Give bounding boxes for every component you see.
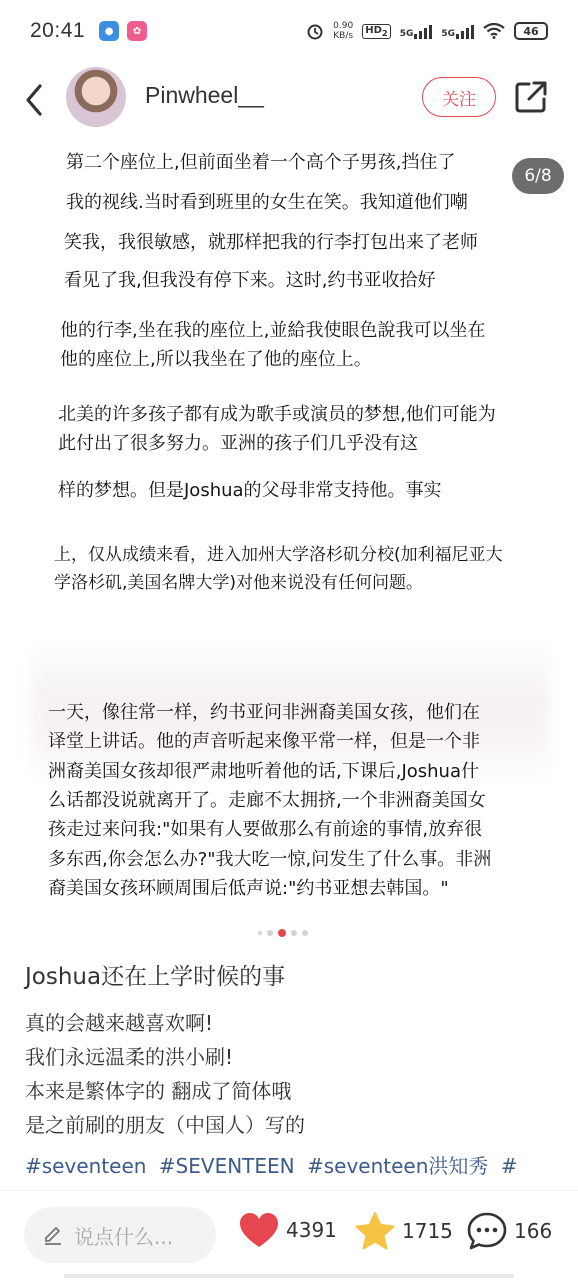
collect-count: 1715 — [402, 1219, 453, 1243]
hashtag-link[interactable]: #SEVENTEEN — [158, 1154, 295, 1178]
net-speed — [333, 21, 353, 41]
bottom-action-bar — [0, 1190, 578, 1280]
image-text-line: 他的座位上,所以我坐在了他的座位上。 — [60, 349, 372, 370]
image-text-line: 第二个座位上,但前面坐着一个高个子男孩,挡住了 — [66, 152, 456, 173]
carousel-dot[interactable] — [267, 930, 273, 936]
follow-button[interactable]: 关注 — [422, 77, 496, 117]
sim2-label: 5G — [441, 29, 455, 39]
status-time: 20:41 — [30, 19, 86, 42]
hashtag-link[interactable]: #seventeen — [25, 1154, 147, 1178]
image-text-line: 洲裔美国女孩却很严肃地听着他的话,下课后,Joshua什 — [48, 761, 479, 782]
image-text-line: 学洛杉矶,美国名牌大学)对他来说没有任何问题。 — [54, 573, 424, 593]
post-header — [0, 62, 578, 140]
sim2-signal — [441, 23, 474, 39]
carousel-dot-active[interactable] — [278, 929, 286, 937]
post-title: Joshua还在上学时候的事 — [25, 964, 286, 990]
post-body — [25, 1006, 305, 1142]
image-text-line: 一天，像往常一样，约书亚问非洲裔美国女孩，他们在 — [48, 702, 480, 723]
sim1-signal — [400, 23, 433, 39]
battery-icon — [514, 22, 548, 40]
hashtags — [25, 1150, 524, 1179]
image-text-line: 笑我，我很敏感，就那样把我的行李打包出来了老师 — [64, 232, 478, 253]
image-text-line: 多东西,你会怎么办?"我大吃一惊,问发生了什么事。非洲 — [48, 849, 492, 870]
signal-icon-2 — [456, 23, 474, 39]
hashtag-link[interactable]: # — [500, 1154, 518, 1178]
share-icon[interactable] — [514, 80, 548, 114]
carousel-dots — [258, 929, 308, 937]
comment-button[interactable] — [466, 1211, 552, 1251]
hd-label: HD — [365, 24, 382, 36]
home-indicator[interactable] — [64, 1274, 514, 1278]
net-speed-unit: KB/s — [333, 31, 354, 41]
post-body-line: 本来是繁体字的 翻成了简体哦 — [25, 1079, 292, 1103]
heart-icon — [238, 1211, 280, 1249]
image-text-line: 么话都没说就离开了。走廊不太拥挤,一个非洲裔美国女 — [48, 790, 486, 811]
post-body-line: 真的会越来越喜欢啊! — [25, 1011, 214, 1035]
image-text-line: 他的行李,坐在我的座位上,並給我使眼色說我可以坐在 — [60, 320, 486, 341]
app-notification-icon-2: ✿ — [127, 21, 147, 41]
collect-button[interactable] — [354, 1211, 453, 1251]
post-body-line: 我们永远温柔的洪小刷! — [25, 1045, 234, 1069]
image-text-line: 译堂上讲话。他的声音听起来像平常一样，但是一个非 — [48, 731, 480, 752]
image-text-line: 看见了我,但我没有停下来。这时,约书亚收拾好 — [64, 270, 436, 291]
image-text-line: 上，仅从成绩来看，进入加州大学洛杉矶分校(加利福尼亚大 — [54, 545, 503, 565]
image-text-line: 孩走过来问我:"如果有人要做那么有前途的事情,放弃很 — [48, 819, 483, 840]
comment-count: 166 — [514, 1219, 553, 1243]
image-text-line: 样的梦想。但是Joshua的父母非常支持他。事实 — [58, 480, 442, 501]
like-count: 4391 — [286, 1218, 337, 1242]
sim1-label: 5G — [399, 29, 414, 39]
like-button[interactable] — [238, 1211, 337, 1249]
carousel-dot[interactable] — [291, 930, 297, 936]
app-notification-icon: ● — [99, 21, 119, 41]
net-speed-value: 0.90 — [333, 21, 354, 31]
carousel-dot[interactable] — [258, 931, 262, 935]
image-text-line: 裔美国女孩环顾周围后低声说:"约书亚想去韩国。" — [48, 878, 449, 899]
status-right — [306, 21, 548, 41]
wifi-icon — [483, 23, 505, 39]
image-text-line: 此付出了很多努力。亚洲的孩子们几乎没有这 — [58, 433, 418, 454]
carousel-dot[interactable] — [302, 930, 308, 936]
back-icon[interactable] — [20, 80, 50, 120]
hd-icon — [362, 24, 390, 39]
post-image[interactable] — [0, 142, 578, 920]
pencil-icon — [42, 1224, 64, 1246]
comment-bubble-icon — [466, 1211, 508, 1251]
author-name[interactable]: Pinwheel__ — [145, 82, 264, 108]
image-text-line: 北美的许多孩子都有成为歌手或演员的梦想,他们可能为 — [58, 404, 496, 425]
star-icon — [354, 1211, 396, 1251]
hd-sub: 2 — [381, 27, 388, 38]
image-text-line: 我的视线.当时看到班里的女生在笑。我知道他们嘲 — [66, 192, 468, 213]
battery-level: 46 — [523, 24, 539, 38]
comment-input[interactable] — [24, 1207, 216, 1263]
signal-icon — [414, 23, 432, 39]
post-body-line: 是之前刷的朋友（中国人）写的 — [25, 1113, 305, 1137]
hashtag-link[interactable]: #seventeen洪知秀 — [306, 1154, 489, 1178]
alarm-icon — [306, 22, 324, 40]
status-bar — [0, 0, 578, 62]
avatar[interactable] — [66, 67, 126, 127]
image-counter: 6/8 — [512, 158, 564, 194]
comment-placeholder: 说点什么... — [74, 1224, 174, 1249]
